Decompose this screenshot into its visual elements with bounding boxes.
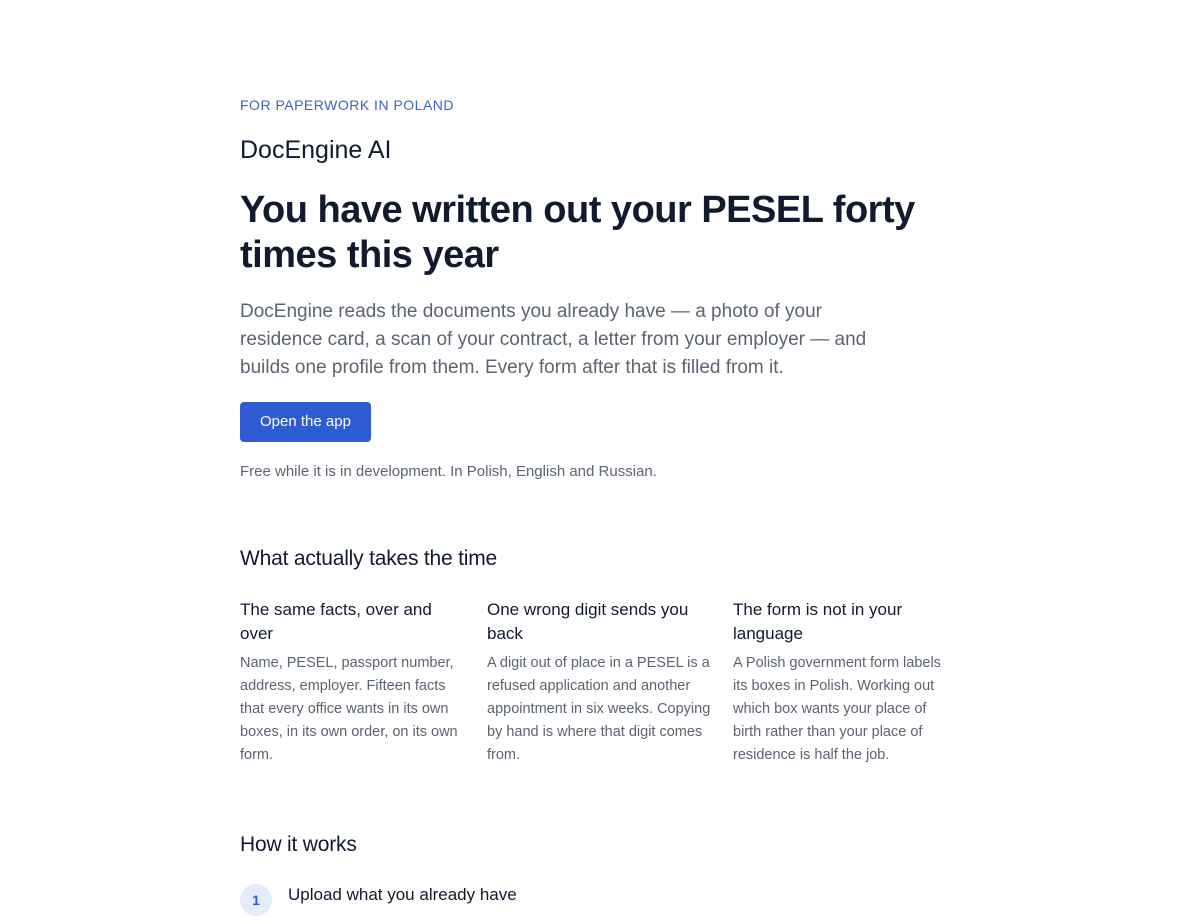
problem-card-title: One wrong digit sends you back <box>487 600 689 643</box>
open-app-button[interactable]: Open the app <box>240 402 371 442</box>
step-title: Upload what you already have <box>288 885 517 904</box>
problem-card-title: The same facts, over and over <box>240 600 432 643</box>
problems-section-title: What actually takes the time <box>240 547 498 570</box>
problem-card <box>487 598 711 767</box>
hero-description: DocEngine reads the documents you already have — a photo of your residence card, a scan of your contract, a letter from your employer — and builds one profile from them. Every form after that is filled from it. <box>240 301 867 378</box>
eyebrow-label: FOR PAPERWORK IN POLAND <box>240 97 455 113</box>
availability-note: Free while it is in development. In Polish, English and Russian. <box>240 463 657 480</box>
problem-card-body: A digit out of place in a PESEL is a refused application and another appointment in six weeks. Copying by hand is where that digit comes from. <box>487 655 711 763</box>
step-item <box>240 884 960 924</box>
problem-card-body: A Polish government form labels its boxes in Polish. Working out which box wants your place of birth rather than your place of residence is half the job. <box>733 655 941 763</box>
problem-card <box>733 598 957 767</box>
step-number-badge: 1 <box>240 884 272 916</box>
problem-card-title: The form is not in your language <box>733 600 903 643</box>
problem-card-body: Name, PESEL, passport number, address, employer. Fifteen facts that every office wants in its own boxes, in its own order, on its own form. <box>240 655 458 763</box>
how-it-works-title: How it works <box>240 833 357 856</box>
brand-name: DocEngine AI <box>240 136 392 164</box>
hero-headline: You have written out your PESEL forty times this year <box>240 189 915 276</box>
problem-card <box>240 598 464 767</box>
